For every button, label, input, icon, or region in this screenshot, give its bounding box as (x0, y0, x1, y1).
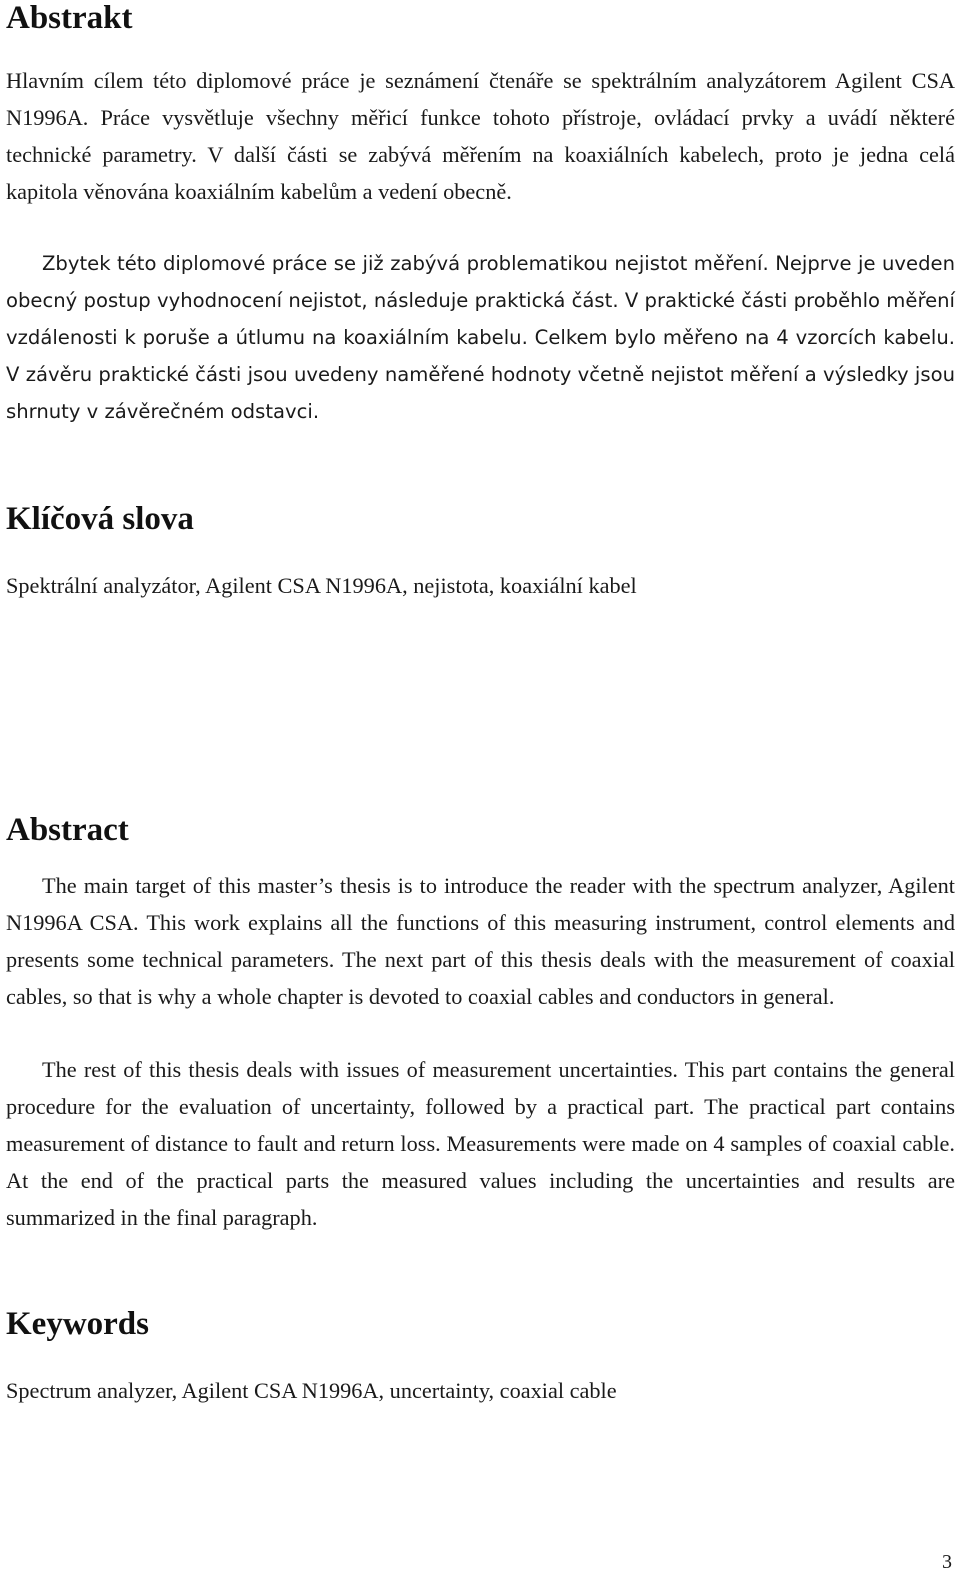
abstrakt-paragraph-1: Hlavním cílem této diplomové práce je seznámení čtenáře se spektrálním analyzátorem Agilent CSA N1996A. Práce vysvětluje všechny měřicí funkce tohoto přístroje, ovládací prvky a uvádí některé technické parametry. V další části se zabývá měřením na koaxiálních kabelech, proto je jedna celá kapitola věnována koaxiálním kabelům a vedení obecně. (6, 68, 955, 204)
keywords-text: Spectrum analyzer, Agilent CSA N1996A, uncertainty, coaxial cable (6, 1378, 617, 1403)
klicova-slova-text: Spektrální analyzátor, Agilent CSA N1996A, nejistota, koaxiální kabel (6, 573, 637, 598)
abstrakt-paragraph-2: Zbytek této diplomové práce se již zabývá problematikou nejistot měření. Nejprve je uveden obecný postup vyhodnocení nejistot, následuje praktická část. V praktické části proběhlo měření vzdálenosti k poruše a útlumu na koaxiálním kabelu. Celkem bylo měřeno na 4 vzorcích kabelu. V závěru praktické části jsou uvedeny naměřené hodnoty včetně nejistot měření a výsledky jsou shrnuty v závěrečném odstavci. (6, 252, 955, 423)
abstract-paragraph-2: The rest of this thesis deals with issues of measurement uncertainties. This part contains the general procedure for the evaluation of uncertainty, followed by a practical part. The practical part contains measurement of distance to fault and return loss. Measurements were made on 4 samples of coaxial cable. At the end of the practical parts the measured values including the uncertainties and results are summarized in the final paragraph. (6, 1057, 955, 1230)
abstract-heading: Abstract (6, 812, 129, 848)
abstrakt-heading: Abstrakt (6, 0, 133, 36)
klicova-slova-heading: Klíčová slova (6, 501, 194, 537)
abstract-paragraph-1: The main target of this master’s thesis is to introduce the reader with the spectrum analyzer, Agilent N1996A CSA. This work explains all the functions of this measuring instrument, control elements and presents some technical parameters. The next part of this thesis deals with the measurement of coaxial cables, so that is why a whole chapter is devoted to coaxial cables and conductors in general. (6, 873, 955, 1009)
keywords-heading: Keywords (6, 1306, 149, 1342)
page-number: 3 (942, 1551, 952, 1573)
